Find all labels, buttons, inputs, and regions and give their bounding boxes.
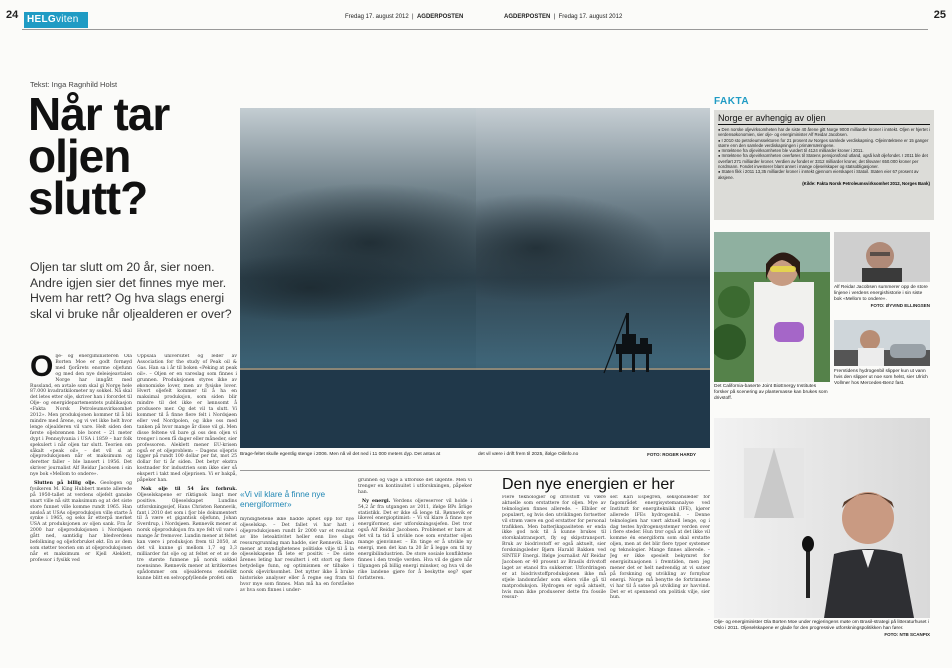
minister-illustration bbox=[714, 418, 930, 618]
page-number-right: 25 bbox=[933, 9, 946, 21]
article-column-5: Flere teknologier og drivstoff vil være aktuelle som erstattere for oljen. Mye av teknologien finnes allerede. – Elbiler er populært, og hvis den utviklingen fortsetter vil strøm være en god erstatter for personal trafikken. Men batterikapasiteten er enda ikke god nok til å kunne brukes til storskalatransport, fly og skipstransport. Bruk av biodrivstoff er også aktuelt, sier forskningsleder Bjørn Harald Bakken ved SINTEF Energi. Ifølge journalist Alf Reidar Jacobsen er 40 prosent av Brasils drivstoff laget av etanol fra sukkerrør. Utfordringen er at biodrivstoffproduksjonen ikke må stjele landområder som ellers ville gå til matproduksjon. Hydrogen er også aktuelt, hvis man ikke produserer dette fra fossile ressur- bbox=[502, 495, 606, 601]
hydrogen-car-illustration bbox=[834, 320, 930, 366]
minister-caption: Olje- og energiminister Ola Borten Moe under regjeringens møte om Brasil-strategi på litteraturhuset i Oslo i 2011. Oljeselskapene er glade for den progressive utforskningspolitikken han fører. FOTO: NTB SCANPIX bbox=[714, 620, 930, 637]
fact-item: ● Den norske oljevirksomheten har de siste 40 årene gitt Norge 9000 milliarder kroner i inntekt. Oljen er hjertet i verdensøkonomien, sier olje- og energiminister Alf Reidar Jacobsen. bbox=[718, 127, 930, 138]
drop-cap: O bbox=[30, 354, 54, 383]
fact-item: ● Staten fikk i 2011 13,35 milliarder kroner i inntekt gjennom eierskapet i Statoil. Staten eier 67 prosent av aksjene. bbox=[718, 169, 930, 180]
car-caption: Fremtidens hydrogenbil slipper kun ut vann hvis den slipper ut noe som helst, sier Ulrich Vollmer hos Mercedes-Benz fast. bbox=[834, 369, 928, 386]
header-rule-right bbox=[476, 29, 928, 30]
pull-quote: «Vi vil klare å finne nye energiformer» bbox=[240, 489, 326, 509]
author-portrait bbox=[834, 232, 930, 282]
article-column-2: Uppsala universitet og leder av Association for the study of Peak oil & Gas. Han sa i år til boken «Peking at peak oil». – Oljen er en vareslag som finnes i grunnen. Produksjonen styres ikke av økonomiske lover, men av fysiske lover. Hvert oljefelt kommer til å ha en maksimal produksjon, som siden blir mindre til det ikke er lønnsomt å produsere mer. Og det vil ta slutt. Vi kommer til å finne flere felt i Nordsjøen eller ved Nordpolen, og ikke oss med tanken på hvor mange år disse vil gi. Men disse feltene vil bare gi oss den oljen vi trenger i noen få dager eller måneder, sier professoren. Aleklett mener EU-krisen også er et oljeproblem: – Dagens oljepris ligger på rundt 100 dollar per fat, mot 25 dollar for ti år siden. Det betyr ekstra kostnader for industrien som ikke sier så ekspert i takt med oljeprisen. Vi er bakpå, påpeker han. Nok olje til 54 års forbruk. Oljeselskapene er riktignok langt mer positive. Oljeselskapet Lundins utforskningssjef, Hans Christen Rønnevik, fant i 2010 det som i fjor ble dokumentert til å være et gigantisk oljefunn, Johan Sverdrup, i Nordsjøen. Rønnevik mener at norsk oljeproduksjon fra nye felt vil vare i mange år fremover. Lundin mener at feltet kan være i produksjon frem til 2050, at det vil kunne gi mellom 1,7 og 3,3 milliarder fat olje og at feltet er et av de tre største funnene på norsk sokkel noensinne. Rønnevik mener at kritikernes spådommer om oljealderens endelikt kunne blitt en selvoppfyllende profeti om bbox=[137, 354, 237, 581]
fact-label: FAKTA bbox=[714, 96, 750, 107]
fact-source: (Kilde: Fakta Norsk Petroleumsvirksomhet 2012, Norges Bank) bbox=[802, 180, 930, 186]
car-photo bbox=[834, 320, 930, 366]
header-rule bbox=[22, 29, 476, 30]
header-date-left: Fredag 17. august 2012 | AGDERPOSTEN bbox=[345, 14, 464, 20]
header-date-right: AGDERPOSTEN | Fredag 17. august 2012 bbox=[504, 14, 623, 20]
fact-item: ● Inntektene fra oljevirksomheten ble vurdert til 4124 milliarder kroner i 2011. bbox=[718, 148, 930, 153]
fact-item: ● I 2010 sto petroleumssektoren for 21 prosent av Norges samlede verdiskapning. Oljeinntektene er 15 ganger større enn den samlede verdiskapningen i primærnæringene. bbox=[718, 138, 930, 149]
byline: Tekst: Inga Ragnhild Holst bbox=[30, 80, 118, 89]
article-column-3: myndighetene ikke hadde åpnet opp for nye oljeselskap. – Det fallet vi har hatt i oljeproduksjonen rundt år 2000 var et resultat av lite leteaktivitet heller enn live slags ressursgrunnlag man hadde, sier Rønnevik. Han mener at myndighetenes politiske vilje til å la oljeselskapene få lete er positiv. – De siste årenes leting har resultert i ett stort og flere betydelige funn, og optimismen er tilbake i norsk oljevirksomhet. Det nytter ikke å bruke historiske analyser eller å regne seg fram til hvor mye som finnes. Man må ha en forståelse av hva som finnes i under- bbox=[240, 517, 354, 593]
lab-caption: Det California-baserte Joint BioEnergy Institutes forsker på scenering av plantemasse kan brukes som drivstoff. bbox=[714, 384, 828, 401]
page-number-left: 24 bbox=[6, 9, 19, 21]
oil-rig-photo-left bbox=[240, 108, 476, 448]
section-heading: Den nye energien er her bbox=[502, 476, 675, 493]
oil-platform-illustration bbox=[476, 108, 710, 448]
caption-rule-right bbox=[476, 470, 710, 471]
author-caption: Alf Reidar Jacobsen summerer opp de store linjene i verdens energishistorie i sin siste bok «Mellom to ondere». FOTO: ØYVIND ELLINGSEN bbox=[834, 285, 930, 308]
article-column-4: grunnen og våge å utforske det ukjente. Men vi trenger en kontinuitet i utforskningen, påpeker han. Ny energi. Verdens oljereserver vil holde i 54,2 år fra utgangen av 2011, ifølge BPs årlige statistikk. Det er ikke så lenge til. Rønnevik er likevel energioptimist: – Vi vil klare å finne nye energiformer, sier utforskningssjefen. Det tror også Alf Reidar Jacobsen. Problemet er bare at det vil ta tid å utvikle noe som erstatter oljen mange gjenvinner. – En tinge er å utvikle ny energi, men det kan ta 20 år å legge om til ny energibilindustrien. De store sosiale konfliktene finnes i den tredje verden. Hva vil de gjøre når tilgangen på billig energi minsker, og hva vil de rike landene gjøre for å beskytte seg? spør forfatteren. bbox=[358, 478, 472, 581]
fact-item: ● Inntektene fra oljevirksomheten overføres til Statens pensjonsfond utland, også kalt oljefondet. I 2011 ble det overført 271 milliarder kroner. Verdien av fondet er 3312 milliarder kroner, det tilsvarer 650.000 kroner per nordmann. Fondet investerer blant annet i mange oljeselskaper og statsobligasjoner. bbox=[718, 153, 930, 169]
author-photo bbox=[834, 232, 930, 282]
ingress: Oljen tar slutt om 20 år, sier noen. Andre igjen sier det finnes mye mer. Hvem har rett? Og hva slags energi skal vi bruke når oljealderen er over? bbox=[30, 260, 232, 321]
photo-caption-right: det vil være i drift frem til 2025, ifølge Oilinfo.no FOTO: ROGER HARDY bbox=[478, 452, 696, 457]
oil-rig-photo-right bbox=[476, 108, 710, 448]
headline: Når tar oljen slutt? bbox=[28, 88, 170, 224]
photo-caption-left: Brage-feltet skulle egentlig stenge i 2006. Men nå vil det ned i 11 000 meters dyp. Det antas at bbox=[240, 452, 441, 457]
lab-photo bbox=[714, 232, 830, 382]
article-column-1: O lje- og energiministeren Ola Borten Moe er godt fornøyd med fjorårets enorme oljefunn og med den nye deleiejeavtalen Norge har inngått med Russland, en avtale som skal gi Norge hele 87.000 kvadratkilometer ny sokkel. Nå skal det letes etter olje, skriver han i forordet til Olje- og energidepartementets publikasjon «Fakta Norsk Petroleumsvirksomhet 2012». Men produksjonen kommer til å bli mindre med årene, og vi vet ikke helt hvor lenge oljealderen vil vare. Helt siden den første oljebrønnen ble boret – 21 meter dypt i Pennsylvania i USA i 1859 – har folk spekulert i når oljen tar slutt. Teorien om såkalt «peak oil» – det vil si at oljeproduksjonen når et maksimum og deretter faller – ble lansert i 1956. Det skriver journalist Alf Reidar Jacobsen i sin nye bok «Mellom to ondere». Slutten på billig olje. Geologen og fysikeren M. King Hubbert mente allerede på 1950-tallet at verdens oljefelt ganske snart ville nå sitt maksimum og at det siste store funnet ville komme rundt 1965. Han ansloå at USAs oljeproduksjon ville starte å synke i 1965, og seks år etterpå merket USA at produksjonen av oljen sank. Fra år 2000 har oljeproduksjonen i Nordsjøen gått ned, samtidig har bledverdens befolkning og oljeforbruket økt. En av dem som støtter teorien om at oljeproduksjonen når et maksimum er Kjell Aleklett, professor i fysikk ved bbox=[30, 354, 132, 563]
article-column-6: ser. Kari Espegren, seksjonsleder for fagområdet energisystemanalyse ved Institutt for energiteknikk (IFE), kjører allerede IFEs hydrogenbil. – Denne teknologien har vært aktuell lenge, og i dag testes hydrogensystemer verden over i flere steder. Hun tror også at det ikke vil komme én energiform som skal erstatte oljen, men at det blir flere typer systemer og teknologier. Mange finnes allerede. – Jeg er ikke spesielt bekymret for energisituasjonen i fremtiden, men jeg mener det er helt nødvendig at vi satser på forskning og utvikling av fornybar energi. Norge må benytte de fortrinnene vi har til å satse på utvikling av havvind. Det er et spennend om politisk vilje, sier hun. bbox=[610, 495, 710, 601]
section-logo: HELGviten bbox=[24, 12, 88, 28]
right-page bbox=[476, 0, 952, 668]
caption-rule bbox=[240, 470, 476, 471]
scientist-illustration bbox=[714, 232, 830, 382]
minister-photo bbox=[714, 418, 930, 618]
storm-sky-illustration bbox=[240, 108, 476, 448]
fact-title: Norge er avhengig av oljen bbox=[718, 113, 930, 125]
fact-box bbox=[714, 110, 934, 220]
